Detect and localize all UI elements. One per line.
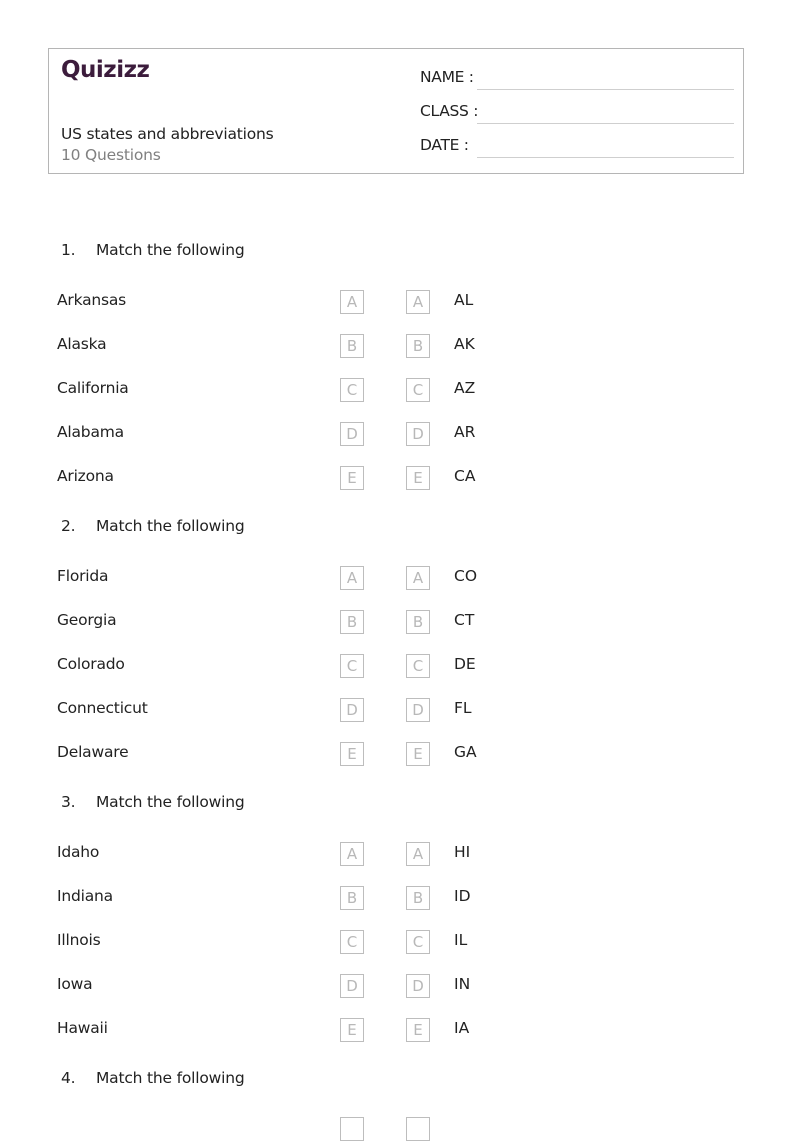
right-item: GA (454, 743, 477, 761)
right-item: IN (454, 975, 471, 993)
left-item: Colorado (57, 655, 125, 673)
answer-box-right[interactable]: E (406, 466, 430, 490)
left-item: Alaska (57, 335, 107, 353)
match-row (57, 378, 497, 402)
match-row (57, 290, 497, 314)
answer-box-left[interactable]: D (340, 698, 364, 722)
answer-box-left[interactable]: D (340, 422, 364, 446)
question-2-title (61, 517, 244, 535)
answer-box-left[interactable]: E (340, 466, 364, 490)
class-input-line[interactable] (477, 123, 734, 124)
left-item: Alabama (57, 423, 124, 441)
right-item: CO (454, 567, 478, 585)
answer-box-right[interactable] (406, 1117, 430, 1141)
answer-box-left[interactable]: B (340, 334, 364, 358)
match-row (57, 422, 497, 446)
answer-box-left[interactable]: A (340, 842, 364, 866)
question-number: 4. (61, 1069, 76, 1087)
answer-box-right[interactable]: A (406, 842, 430, 866)
left-item: Hawaii (57, 1019, 108, 1037)
class-field[interactable] (420, 102, 734, 124)
question-number: 3. (61, 793, 76, 811)
left-item: Indiana (57, 887, 113, 905)
left-item: Arkansas (57, 291, 127, 309)
answer-box-left[interactable]: E (340, 1018, 364, 1042)
answer-box-right[interactable]: D (406, 422, 430, 446)
question-4-title (61, 1069, 244, 1087)
quizizz-logo: Quizizz (61, 57, 150, 83)
date-field[interactable] (420, 136, 734, 158)
question-3-title (61, 793, 244, 811)
left-item: Illnois (57, 931, 101, 949)
question-count: 10 Questions (61, 146, 161, 164)
left-item: Connecticut (57, 699, 148, 717)
right-item: FL (454, 699, 472, 717)
answer-box-left[interactable] (340, 1117, 364, 1141)
answer-box-right[interactable]: C (406, 654, 430, 678)
date-input-line[interactable] (477, 157, 734, 158)
match-row (57, 742, 497, 766)
answer-box-left[interactable]: C (340, 930, 364, 954)
answer-box-right[interactable]: E (406, 742, 430, 766)
answer-box-left[interactable]: E (340, 742, 364, 766)
match-row (57, 698, 497, 722)
question-number: 1. (61, 241, 76, 259)
right-item: AR (454, 423, 476, 441)
worksheet-title: US states and abbreviations (61, 125, 274, 143)
right-item: IL (454, 931, 468, 949)
right-item: AK (454, 335, 475, 353)
question-prompt: Match the following (96, 1069, 245, 1087)
right-item: AZ (454, 379, 476, 397)
right-item: HI (454, 843, 471, 861)
right-item: ID (454, 887, 471, 905)
question-prompt: Match the following (96, 241, 245, 259)
left-item: Georgia (57, 611, 117, 629)
answer-box-left[interactable]: A (340, 566, 364, 590)
answer-box-right[interactable]: E (406, 1018, 430, 1042)
answer-box-left[interactable]: A (340, 290, 364, 314)
worksheet-header (48, 48, 744, 174)
answer-box-right[interactable]: B (406, 610, 430, 634)
match-row (57, 886, 497, 910)
name-label: NAME : (420, 68, 474, 86)
right-item: CA (454, 467, 476, 485)
match-row (57, 610, 497, 634)
class-label: CLASS : (420, 102, 479, 120)
answer-box-right[interactable]: D (406, 974, 430, 998)
match-row (57, 1117, 497, 1141)
right-item: CT (454, 611, 475, 629)
match-row (57, 466, 497, 490)
right-item: DE (454, 655, 476, 673)
answer-box-left[interactable]: B (340, 886, 364, 910)
answer-box-right[interactable]: C (406, 378, 430, 402)
match-row (57, 974, 497, 998)
match-row (57, 654, 497, 678)
question-1-title (61, 241, 244, 259)
answer-box-right[interactable]: C (406, 930, 430, 954)
left-item: Florida (57, 567, 109, 585)
question-number: 2. (61, 517, 76, 535)
question-prompt: Match the following (96, 517, 245, 535)
answer-box-left[interactable]: C (340, 654, 364, 678)
answer-box-right[interactable]: B (406, 334, 430, 358)
answer-box-right[interactable]: A (406, 566, 430, 590)
date-label: DATE : (420, 136, 469, 154)
answer-box-right[interactable]: A (406, 290, 430, 314)
match-row (57, 334, 497, 358)
name-field[interactable] (420, 68, 734, 90)
answer-box-right[interactable]: B (406, 886, 430, 910)
right-item: AL (454, 291, 474, 309)
question-prompt: Match the following (96, 793, 245, 811)
match-row (57, 566, 497, 590)
left-item: Arizona (57, 467, 114, 485)
name-input-line[interactable] (477, 89, 734, 90)
answer-box-right[interactable]: D (406, 698, 430, 722)
match-row (57, 1018, 497, 1042)
answer-box-left[interactable]: C (340, 378, 364, 402)
left-item: California (57, 379, 129, 397)
match-row (57, 842, 497, 866)
answer-box-left[interactable]: D (340, 974, 364, 998)
right-item: IA (454, 1019, 470, 1037)
left-item: Idaho (57, 843, 100, 861)
left-item: Iowa (57, 975, 93, 993)
answer-box-left[interactable]: B (340, 610, 364, 634)
match-row (57, 930, 497, 954)
left-item: Delaware (57, 743, 129, 761)
